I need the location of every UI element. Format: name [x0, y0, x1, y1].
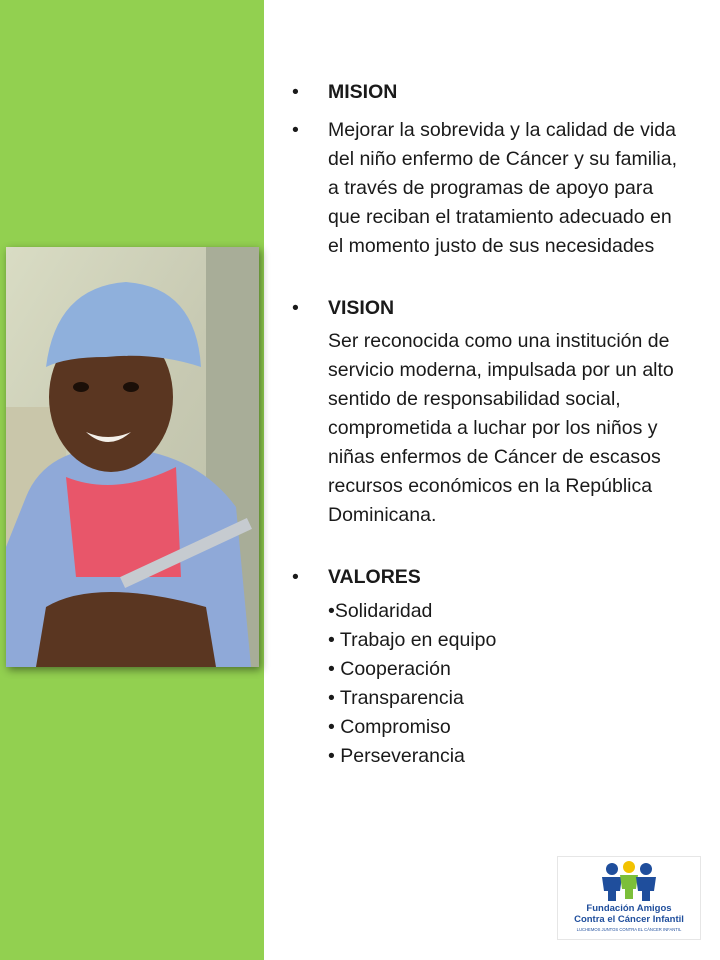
vision-text-item — [292, 327, 682, 530]
figure-center-icon — [620, 861, 638, 899]
valor-item: • Cooperación — [328, 658, 451, 680]
valor-item: • Trabajo en equipo — [328, 629, 497, 651]
content-area — [292, 78, 682, 771]
mision-heading: MISION — [328, 81, 398, 103]
vision-heading: VISION — [328, 297, 395, 319]
bullet: • — [292, 81, 299, 103]
valor-item: •Solidaridad — [328, 600, 433, 622]
child-photo — [6, 247, 259, 667]
bullet: • — [292, 566, 299, 588]
mision-text: Mejorar la sobrevida y la calidad de vida del niño enfermo de Cáncer y su familia, a través de programas de apoyo para que reciban el tratamiento adecuado en el momento justo de sus necesidades — [328, 119, 678, 257]
valores-list — [292, 597, 682, 771]
mision-heading-item — [292, 78, 682, 107]
valor-item: • Perseverancia — [328, 745, 465, 767]
logo-tagline: LUCHEMOS JUNTOS CONTRA EL CÁNCER INFANTIL — [576, 927, 682, 932]
vision-heading-item — [292, 294, 682, 323]
valores-heading: VALORES — [328, 566, 421, 588]
figure-left-icon — [602, 863, 622, 901]
valor-item: • Compromiso — [328, 716, 451, 738]
foundation-logo — [557, 856, 701, 940]
logo-line2: Contra el Cáncer Infantil — [574, 914, 684, 925]
bullet: • — [292, 297, 299, 319]
logo-line1: Fundación Amigos — [586, 903, 672, 914]
valor-item: • Transparencia — [328, 687, 464, 709]
mision-text-item — [292, 116, 682, 261]
figure-right-icon — [636, 863, 656, 901]
bullet: • — [292, 119, 299, 141]
valores-heading-item — [292, 563, 682, 592]
vision-text: Ser reconocida como una institución de servicio moderna, impulsada por un alto sentido de responsabilidad social, comprometida a luchar por los niños y niñas enfermos de Cáncer de escasos recursos económicos en la República Dominicana. — [328, 330, 674, 526]
